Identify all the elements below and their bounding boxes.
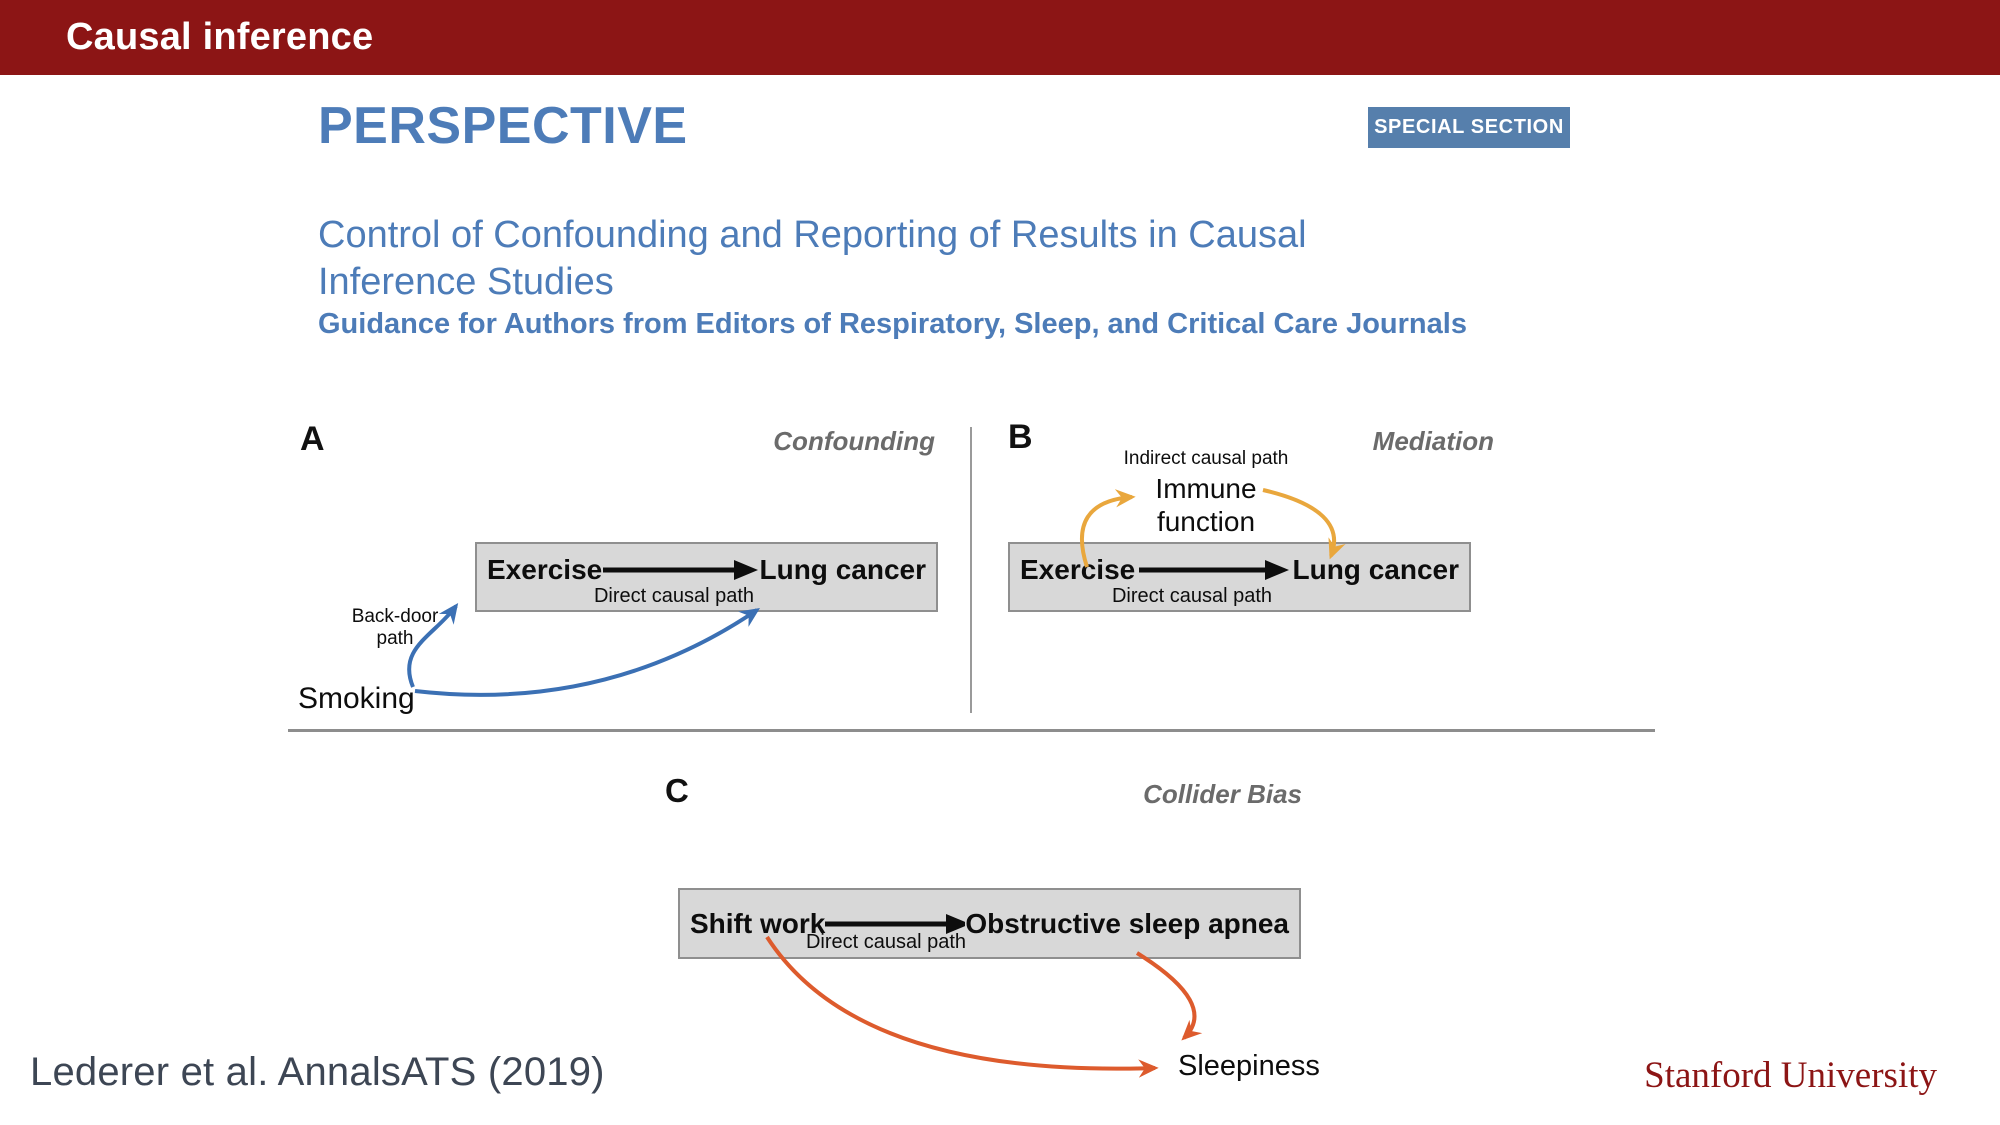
node-lung-cancer-b: Lung cancer bbox=[1292, 554, 1459, 585]
stanford-wordmark: Stanford University bbox=[1644, 1055, 1937, 1096]
panel-b-label: B bbox=[1008, 418, 1033, 456]
indirect-causal-path-label: Indirect causal path bbox=[1123, 448, 1289, 469]
article-title bbox=[318, 212, 1307, 306]
banner bbox=[0, 0, 2000, 75]
panel-horizontal-divider bbox=[288, 729, 1655, 732]
citation: Lederer et al. AnnalsATS (2019) bbox=[30, 1050, 605, 1094]
mediator-label bbox=[1106, 472, 1306, 538]
mediator-label-line1: Immune bbox=[1155, 473, 1257, 504]
panel-vertical-divider bbox=[970, 427, 972, 713]
direct-causal-path-label-c: Direct causal path bbox=[805, 931, 967, 953]
node-exercise-a: Exercise bbox=[487, 554, 603, 585]
perspective-heading: PERSPECTIVE bbox=[318, 97, 688, 155]
article-title-line1: Control of Confounding and Reporting of Results in Causal bbox=[318, 214, 1307, 256]
smoking-label: Smoking bbox=[298, 682, 415, 715]
sleepiness-label: Sleepiness bbox=[1178, 1050, 1320, 1082]
node-obstructive-sleep-apnea: Obstructive sleep apnea bbox=[965, 907, 1289, 939]
direct-causal-path-label-b: Direct causal path bbox=[1111, 585, 1273, 607]
direct-causal-path-label-a: Direct causal path bbox=[593, 585, 755, 607]
panel-c-label: C bbox=[665, 772, 689, 809]
backdoor-path-label-line2: path bbox=[376, 628, 414, 649]
dag-box-confounding bbox=[475, 542, 938, 612]
dag-box-mediation bbox=[1008, 542, 1471, 612]
node-exercise-b: Exercise bbox=[1020, 554, 1136, 585]
article-subtitle: Guidance for Authors from Editors of Respiratory, Sleep, and Critical Care Journals bbox=[318, 308, 1467, 340]
panel-a-label: A bbox=[300, 420, 325, 458]
backdoor-arrow-to-lung-cancer bbox=[415, 610, 757, 695]
panel-b-category: Mediation bbox=[1372, 426, 1494, 456]
panel-c-category: Collider Bias bbox=[1143, 779, 1302, 809]
banner-title: Causal inference bbox=[66, 16, 374, 58]
direct-causal-arrow-b bbox=[1139, 558, 1289, 582]
dag-box-collider bbox=[678, 888, 1301, 959]
backdoor-path-label-line1: Back-door bbox=[351, 606, 439, 627]
direct-causal-arrow-a bbox=[603, 558, 758, 582]
backdoor-path-label bbox=[330, 606, 460, 650]
collider-arrow-osa-to-sleepiness bbox=[1137, 953, 1194, 1038]
special-section-badge-label: SPECIAL SECTION bbox=[1374, 116, 1564, 138]
panel-a-category: Confounding bbox=[773, 426, 935, 456]
special-section-badge bbox=[1368, 107, 1570, 148]
mediator-label-line2: function bbox=[1156, 506, 1256, 537]
node-shift-work: Shift work bbox=[690, 907, 826, 939]
article-title-line2: Inference Studies bbox=[318, 261, 614, 303]
node-lung-cancer-a: Lung cancer bbox=[759, 554, 926, 585]
